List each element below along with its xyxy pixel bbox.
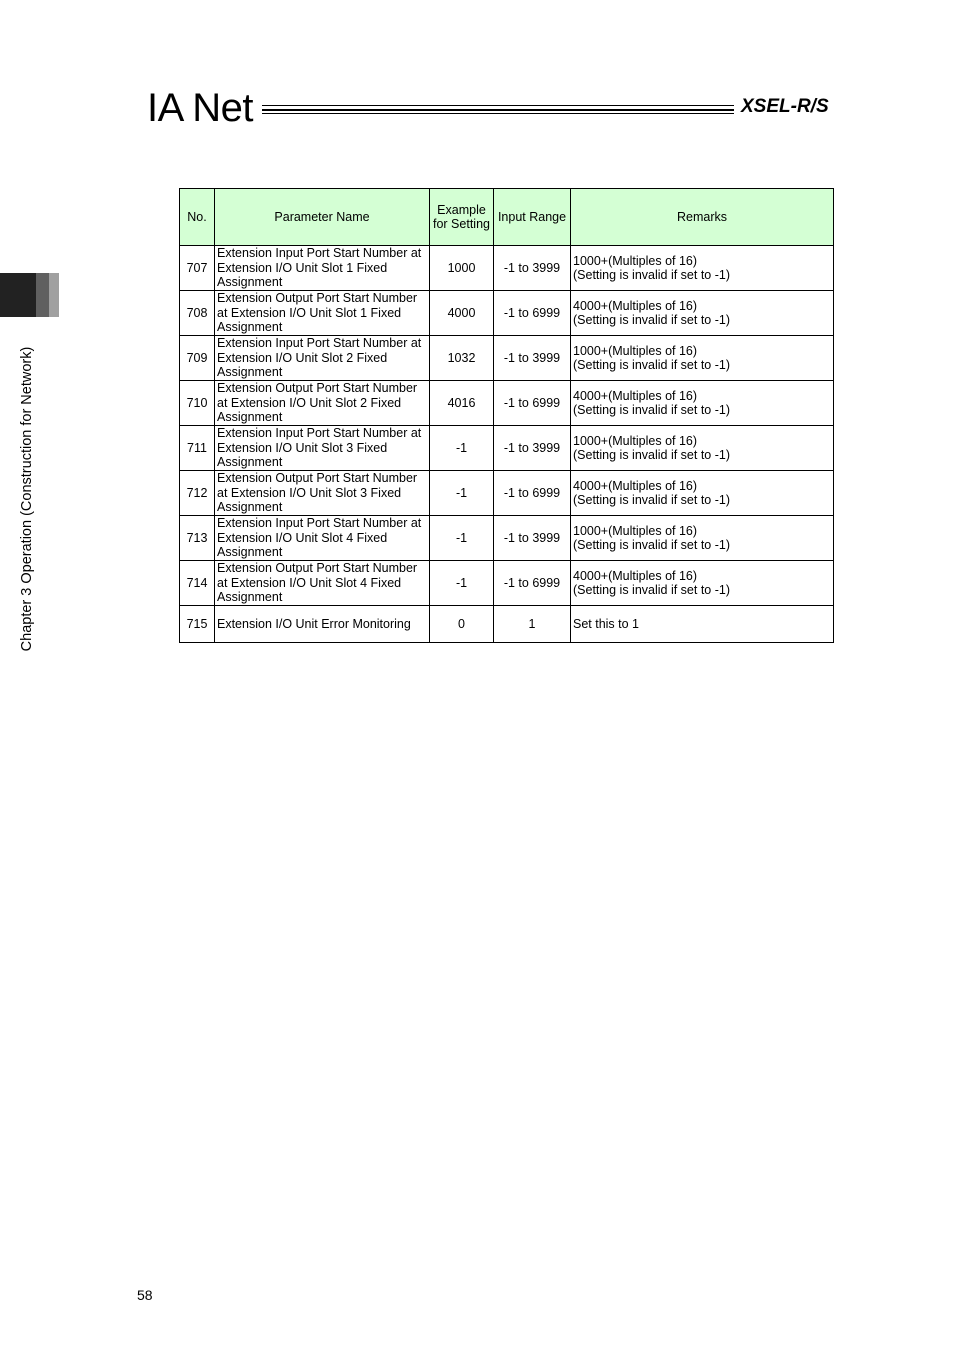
cell-example: -1 [430,471,494,516]
header-rule [262,105,734,106]
cell-parameter-name: Extension Output Port Start Number at Extension I/O Unit Slot 3 Fixed Assignment [215,471,430,516]
cell-parameter-name: Extension Input Port Start Number at Extension I/O Unit Slot 3 Fixed Assignment [215,426,430,471]
remarks-line2: (Setting is invalid if set to -1) [573,268,731,282]
remarks-line1: 4000+(Multiples of 16) [573,388,698,403]
cell-parameter-name: Extension Output Port Start Number at Extension I/O Unit Slot 1 Fixed Assignment [215,291,430,336]
cell-no: 711 [180,426,215,471]
cell-no: 707 [180,246,215,291]
cell-no: 708 [180,291,215,336]
cell-remarks [571,426,834,471]
remarks-line1: Set this to 1 [573,616,640,631]
cell-remarks [571,561,834,606]
table-row [180,471,834,516]
cell-no: 712 [180,471,215,516]
header-example-line2: for Setting [433,217,490,231]
remarks-line1: 1000+(Multiples of 16) [573,433,698,448]
model-name: XSEL-R/S [741,96,829,117]
header-example-line1: Example [437,202,486,217]
remarks-line1: 4000+(Multiples of 16) [573,568,698,583]
remarks-line2: (Setting is invalid if set to -1) [573,403,731,417]
cell-parameter-name: Extension I/O Unit Error Monitoring [215,606,430,643]
cell-example: -1 [430,561,494,606]
table-row [180,606,834,643]
cell-example: -1 [430,426,494,471]
cell-remarks [571,516,834,561]
header-parameter-name: Parameter Name [215,189,430,246]
remarks-line1: 4000+(Multiples of 16) [573,298,698,313]
remarks-line2: (Setting is invalid if set to -1) [573,448,731,462]
cell-remarks [571,246,834,291]
header-rule [262,109,734,111]
remarks-line2: (Setting is invalid if set to -1) [573,313,731,327]
cell-no: 709 [180,336,215,381]
header-no: No. [180,189,215,246]
table-row [180,246,834,291]
cell-example: 1032 [430,336,494,381]
table-row [180,381,834,426]
remarks-line1: 1000+(Multiples of 16) [573,253,698,268]
cell-remarks [571,291,834,336]
side-tab-block-light [49,273,59,317]
cell-input-range: -1 to 3999 [494,246,571,291]
header-rule [262,113,734,114]
cell-input-range: -1 to 6999 [494,381,571,426]
cell-remarks [571,606,834,643]
remarks-line1: 4000+(Multiples of 16) [573,478,698,493]
cell-input-range: -1 to 3999 [494,516,571,561]
table-row [180,561,834,606]
cell-input-range: -1 to 3999 [494,426,571,471]
table-row [180,291,834,336]
cell-no: 713 [180,516,215,561]
cell-input-range: -1 to 3999 [494,336,571,381]
cell-parameter-name: Extension Input Port Start Number at Extension I/O Unit Slot 4 Fixed Assignment [215,516,430,561]
cell-input-range: -1 to 6999 [494,561,571,606]
cell-remarks [571,336,834,381]
header-remarks: Remarks [571,189,834,246]
remarks-line2: (Setting is invalid if set to -1) [573,493,731,507]
cell-parameter-name: Extension Output Port Start Number at Extension I/O Unit Slot 2 Fixed Assignment [215,381,430,426]
cell-input-range: 1 [494,606,571,643]
cell-no: 714 [180,561,215,606]
brand-title: IA Net [147,86,253,130]
cell-parameter-name: Extension Output Port Start Number at Extension I/O Unit Slot 4 Fixed Assignment [215,561,430,606]
cell-input-range: -1 to 6999 [494,291,571,336]
cell-example: 1000 [430,246,494,291]
table-header-row [180,189,834,246]
table-row [180,336,834,381]
cell-example: 0 [430,606,494,643]
remarks-line1: 1000+(Multiples of 16) [573,343,698,358]
parameter-table [179,188,834,643]
side-tab-block-mid [36,273,49,317]
remarks-line1: 1000+(Multiples of 16) [573,523,698,538]
cell-remarks [571,471,834,516]
chapter-label: Chapter 3 Operation (Construction for Network) [19,346,35,652]
remarks-line2: (Setting is invalid if set to -1) [573,538,731,552]
cell-no: 715 [180,606,215,643]
cell-parameter-name: Extension Input Port Start Number at Extension I/O Unit Slot 2 Fixed Assignment [215,336,430,381]
cell-example: 4016 [430,381,494,426]
cell-example: -1 [430,516,494,561]
header-example [430,189,494,246]
table-row [180,426,834,471]
cell-input-range: -1 to 6999 [494,471,571,516]
header-input-range: Input Range [494,189,571,246]
cell-example: 4000 [430,291,494,336]
page-number: 58 [137,1287,153,1303]
table-row [180,516,834,561]
cell-parameter-name: Extension Input Port Start Number at Extension I/O Unit Slot 1 Fixed Assignment [215,246,430,291]
side-tab-block-dark [0,273,36,317]
cell-no: 710 [180,381,215,426]
remarks-line2: (Setting is invalid if set to -1) [573,583,731,597]
remarks-line2: (Setting is invalid if set to -1) [573,358,731,372]
cell-remarks [571,381,834,426]
